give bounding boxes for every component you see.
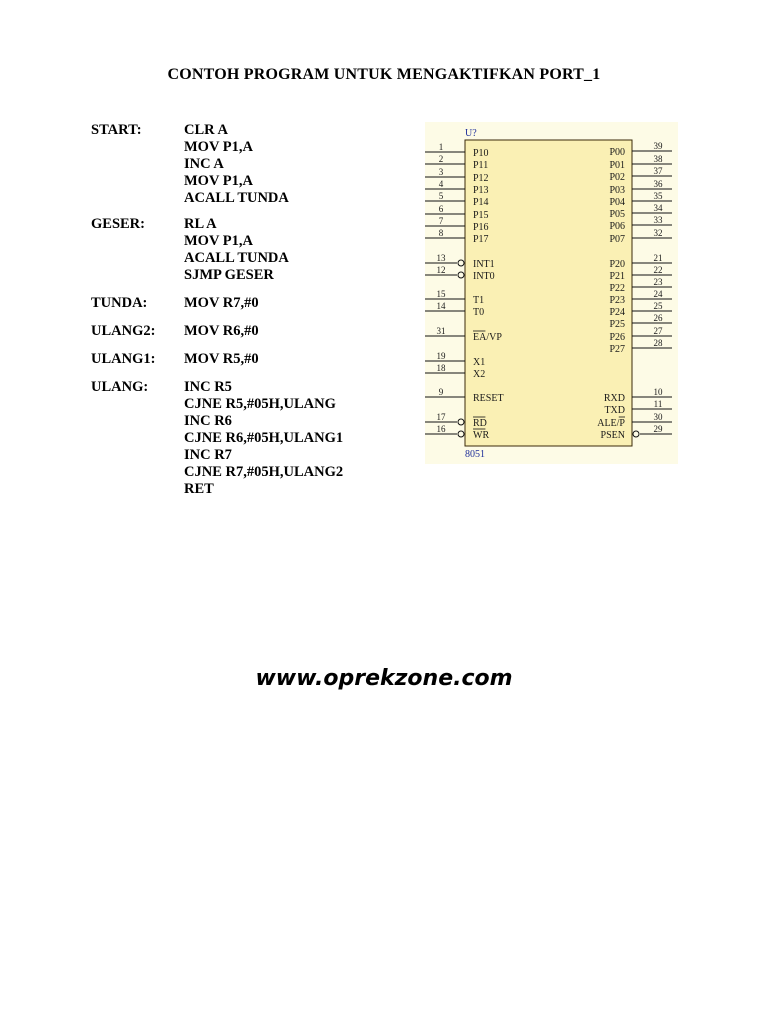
- pin-name: P21: [609, 271, 625, 282]
- pin-number: 11: [653, 399, 663, 409]
- pin-number: 12: [436, 265, 446, 275]
- pin-name: RXD: [603, 393, 625, 404]
- pin-number: 17: [436, 412, 446, 422]
- pin-name: P16: [473, 222, 489, 233]
- pin-number: 19: [436, 351, 446, 361]
- pin-name: P10: [473, 148, 489, 159]
- pin-number: 35: [653, 191, 663, 201]
- pin-name: P22: [609, 283, 625, 294]
- website-url: www.oprekzone.com: [255, 666, 513, 691]
- pin-name: P07: [609, 234, 625, 245]
- pin-number: 10: [653, 387, 663, 397]
- program-instruction: INC R7: [184, 447, 232, 463]
- pin-name: P14: [473, 197, 489, 208]
- pin-name: P02: [609, 172, 625, 183]
- program-instruction: INC R5: [184, 379, 232, 395]
- pin-name: P24: [609, 307, 625, 318]
- pin-number: 30: [653, 412, 663, 422]
- pin-name: P01: [609, 160, 625, 171]
- pin-name: X2: [473, 369, 486, 380]
- program-label: GESER:: [91, 216, 145, 232]
- pin-name: P06: [609, 221, 625, 232]
- pin-number: 6: [438, 204, 444, 214]
- inversion-bubble: [458, 260, 464, 266]
- pin-number: 31: [436, 326, 446, 336]
- program-instruction: ACALL TUNDA: [184, 250, 289, 266]
- pin-name: RD: [473, 418, 487, 429]
- pin-name: P27: [609, 344, 625, 355]
- pin-name: P15: [473, 210, 489, 221]
- program-instruction: INC A: [184, 156, 224, 172]
- inversion-bubble: [458, 431, 464, 437]
- program-instruction: CJNE R6,#05H,ULANG1: [184, 430, 344, 446]
- pin-name: P11: [473, 160, 489, 171]
- pin-number: 15: [436, 289, 446, 299]
- pin-name: P05: [609, 209, 625, 220]
- pin-number: 34: [653, 203, 663, 213]
- pin-number: 37: [653, 166, 663, 176]
- pin-name: P00: [609, 147, 625, 158]
- pin-name: INT0: [473, 271, 495, 282]
- program-label: ULANG1:: [91, 351, 156, 367]
- program-instruction: CJNE R7,#05H,ULANG2: [184, 464, 344, 480]
- pin-number: 3: [438, 167, 444, 177]
- inversion-bubble: [458, 272, 464, 278]
- pin-number: 33: [653, 215, 663, 225]
- pin-number: 25: [653, 301, 663, 311]
- pin-name: X1: [473, 357, 486, 368]
- pin-number: 39: [653, 141, 663, 151]
- pin-name: P23: [609, 295, 625, 306]
- pin-number: 29: [653, 424, 663, 434]
- pin-name: PSEN: [600, 430, 625, 441]
- pin-number: 8: [438, 228, 444, 238]
- program-instruction: MOV P1,A: [184, 173, 254, 189]
- pin-number: 21: [653, 253, 663, 263]
- program-label: TUNDA:: [91, 295, 148, 311]
- chip-part-name: 8051: [465, 449, 485, 460]
- pin-number: 7: [438, 216, 444, 226]
- pin-number: 14: [436, 301, 446, 311]
- program-label: START:: [91, 122, 142, 138]
- program-instruction: CJNE R5,#05H,ULANG: [184, 396, 336, 412]
- pin-number: 27: [653, 326, 663, 336]
- program-instruction: ACALL TUNDA: [184, 190, 289, 206]
- pin-name: P12: [473, 173, 489, 184]
- pin-name: P25: [609, 319, 625, 330]
- microcontroller-schematic: [0, 0, 768, 480]
- inversion-bubble: [633, 431, 639, 437]
- program-instruction: CLR A: [184, 122, 228, 138]
- pin-name: EA/VP: [473, 332, 502, 343]
- pin-number: 24: [653, 289, 663, 299]
- page-title: CONTOH PROGRAM UNTUK MENGAKTIFKAN PORT_1: [167, 66, 601, 83]
- pin-name: T1: [473, 295, 485, 306]
- pin-number: 26: [653, 313, 663, 323]
- program-instruction: MOV P1,A: [184, 233, 254, 249]
- pin-name: WR: [473, 430, 490, 441]
- program-instruction: RET: [184, 481, 214, 497]
- program-instruction: MOV R6,#0: [184, 323, 259, 339]
- pin-number: 32: [653, 228, 663, 238]
- pin-name: INT1: [473, 259, 495, 270]
- pin-number: 23: [653, 277, 663, 287]
- program-instruction: SJMP GESER: [184, 267, 274, 283]
- pin-number: 5: [438, 191, 444, 201]
- pin-number: 13: [436, 253, 446, 263]
- pin-name: P26: [609, 332, 625, 343]
- program-label: ULANG2:: [91, 323, 156, 339]
- pin-number: 38: [653, 154, 663, 164]
- program-instruction: MOV P1,A: [184, 139, 254, 155]
- pin-number: 22: [653, 265, 663, 275]
- pin-number: 4: [438, 179, 444, 189]
- pin-name: P04: [609, 197, 625, 208]
- pin-number: 28: [653, 338, 663, 348]
- pin-name: P03: [609, 185, 625, 196]
- program-label: ULANG:: [91, 379, 149, 395]
- pin-number: 16: [436, 424, 446, 434]
- inversion-bubble: [458, 419, 464, 425]
- pin-name: T0: [473, 307, 485, 318]
- pin-name: TXD: [604, 405, 625, 416]
- pin-name: P17: [473, 234, 489, 245]
- pin-number: 1: [438, 142, 444, 152]
- program-instruction: INC R6: [184, 413, 232, 429]
- pin-number: 18: [436, 363, 446, 373]
- pin-number: 2: [438, 154, 444, 164]
- pin-number: 36: [653, 179, 663, 189]
- program-instruction: MOV R5,#0: [184, 351, 259, 367]
- pin-name: RESET: [473, 393, 504, 404]
- program-instruction: MOV R7,#0: [184, 295, 259, 311]
- pin-name: P13: [473, 185, 489, 196]
- pin-name: P20: [609, 259, 625, 270]
- pin-number: 9: [438, 387, 444, 397]
- pin-name: ALE/P: [597, 418, 625, 429]
- chip-reference: U?: [465, 128, 477, 139]
- program-instruction: RL A: [184, 216, 217, 232]
